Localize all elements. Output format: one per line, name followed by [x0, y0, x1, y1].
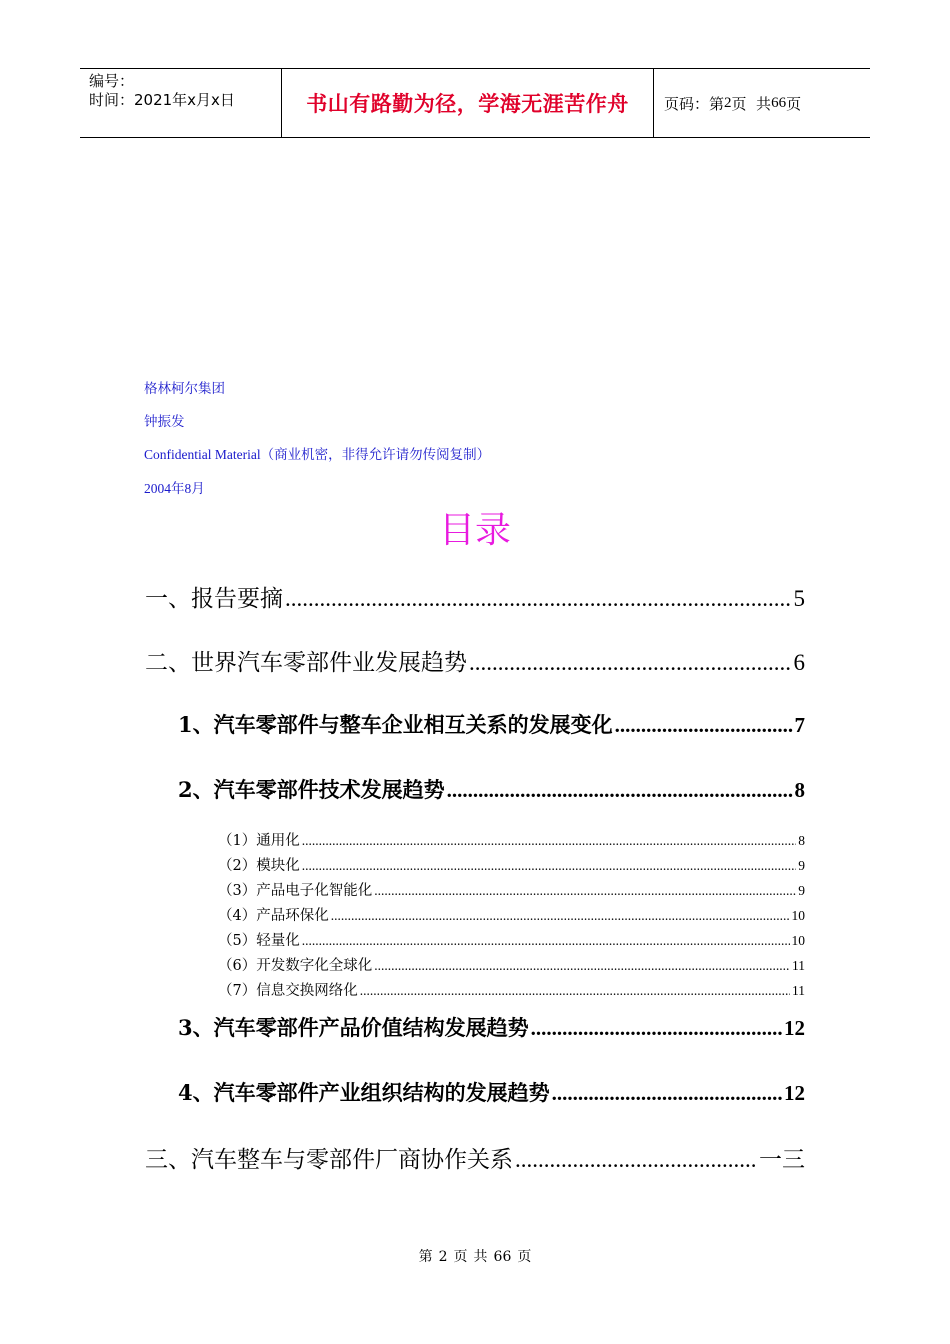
toc-entry-page: 9 [798, 883, 805, 898]
toc-entry-label: （2）模块化 [218, 858, 300, 874]
toc-leader-dots [531, 1016, 782, 1041]
toc-entry-label: （3）产品电子化智能化 [218, 883, 373, 899]
toc-entry-label: （5）轻量化 [218, 933, 300, 949]
toc-entry[interactable] [145, 1141, 805, 1174]
page-current: 2 [724, 94, 732, 111]
page-footer [0, 1246, 950, 1266]
toc-entry-page: 9 [798, 858, 805, 873]
header-motto: 书山有路勤为径，学海无涯苦作舟 [281, 69, 654, 137]
toc-leader-dots [469, 650, 792, 676]
toc-entry[interactable] [218, 954, 805, 975]
toc-leader-dots [285, 586, 792, 612]
toc-entry[interactable] [218, 829, 805, 850]
toc-entry-page: 8 [798, 833, 805, 848]
toc-entry[interactable] [218, 879, 805, 900]
toc-leader-dots [374, 958, 790, 974]
toc-entry-label: （1）通用化 [218, 833, 300, 849]
toc-leader-dots [302, 858, 797, 874]
company-name: 格林柯尔集团 [144, 381, 225, 396]
footer-word: 第 [418, 1249, 433, 1265]
toc-entry-label: 1、汽车零部件与整车企业相互关系的发展变化 [178, 712, 613, 737]
toc-leader-dots [615, 713, 793, 738]
page-header [80, 68, 870, 138]
toc-entry-page: 12 [784, 1081, 805, 1105]
toc-leader-dots [302, 833, 797, 849]
toc-entry-label: 三、汽车整车与零部件厂商协作关系 [145, 1147, 513, 1173]
toc-leader-dots [374, 883, 796, 899]
header-page-info [654, 69, 870, 137]
toc-entry-label: （6）开发数字化全球化 [218, 958, 373, 974]
toc-entry-label: 3、汽车零部件产品价值结构发展趋势 [178, 1015, 529, 1040]
toc-entry-page: 5 [793, 586, 805, 611]
footer-current-page: 2 [438, 1249, 448, 1265]
toc-leader-dots [331, 908, 790, 924]
toc-entry-label: （7）信息交换网络化 [218, 983, 358, 999]
toc-title: 目录 [438, 510, 511, 551]
author-name: 钟振发 [144, 414, 185, 429]
toc-entry[interactable] [218, 854, 805, 875]
toc-entry-page: 一三 [759, 1147, 805, 1172]
toc-entry-page: 7 [794, 713, 805, 737]
toc-entry[interactable] [218, 979, 805, 1000]
document-number-label: 编号： [89, 72, 135, 90]
toc-entry[interactable] [145, 580, 805, 613]
toc-entry[interactable] [218, 904, 805, 925]
toc-entry-page: 10 [791, 933, 805, 948]
toc-entry-label: （4）产品环保化 [218, 908, 329, 924]
report-date: 2004年8月 [144, 481, 205, 496]
page-prefix: 页码：第 [664, 94, 725, 113]
header-left-cell [80, 69, 281, 137]
toc-entry[interactable] [178, 1012, 805, 1042]
toc-entry-page: 8 [794, 778, 805, 802]
footer-word: 页 [453, 1249, 468, 1265]
toc-entry[interactable] [218, 929, 805, 950]
footer-total-pages: 66 [493, 1249, 512, 1265]
toc-leader-dots [302, 933, 790, 949]
toc-leader-dots [447, 778, 793, 803]
toc-entry[interactable] [178, 774, 805, 804]
toc-leader-dots [515, 1147, 757, 1173]
page-total: 66 [771, 94, 787, 111]
toc-entry-page: 10 [791, 908, 805, 923]
toc-entry-page: 6 [793, 650, 805, 675]
toc-entry-page: 11 [792, 983, 805, 998]
toc-leader-dots [360, 983, 790, 999]
toc-entry[interactable] [178, 709, 805, 739]
page-mid: 页 共 [731, 94, 772, 113]
toc-entry[interactable] [178, 1077, 805, 1107]
document-time-label: 时间：2021年x月x日 [89, 91, 235, 109]
toc-entry-label: 4、汽车零部件产业组织结构的发展趋势 [178, 1080, 550, 1105]
confidential-notice: Confidential Material（商业机密，非得允许请勿传阅复制） [144, 447, 491, 462]
toc-entry-label: 二、世界汽车零部件业发展趋势 [145, 650, 467, 676]
toc-entry-label: 2、汽车零部件技术发展趋势 [178, 777, 445, 802]
toc-leader-dots [552, 1081, 782, 1106]
page-suffix: 页 [786, 94, 802, 113]
footer-word: 页 [517, 1249, 532, 1265]
toc-entry-page: 12 [784, 1016, 805, 1040]
footer-word: 共 [473, 1249, 488, 1265]
toc-entry-page: 11 [792, 958, 805, 973]
toc-entry[interactable] [145, 644, 805, 677]
toc-entry-label: 一、报告要摘 [145, 586, 283, 612]
